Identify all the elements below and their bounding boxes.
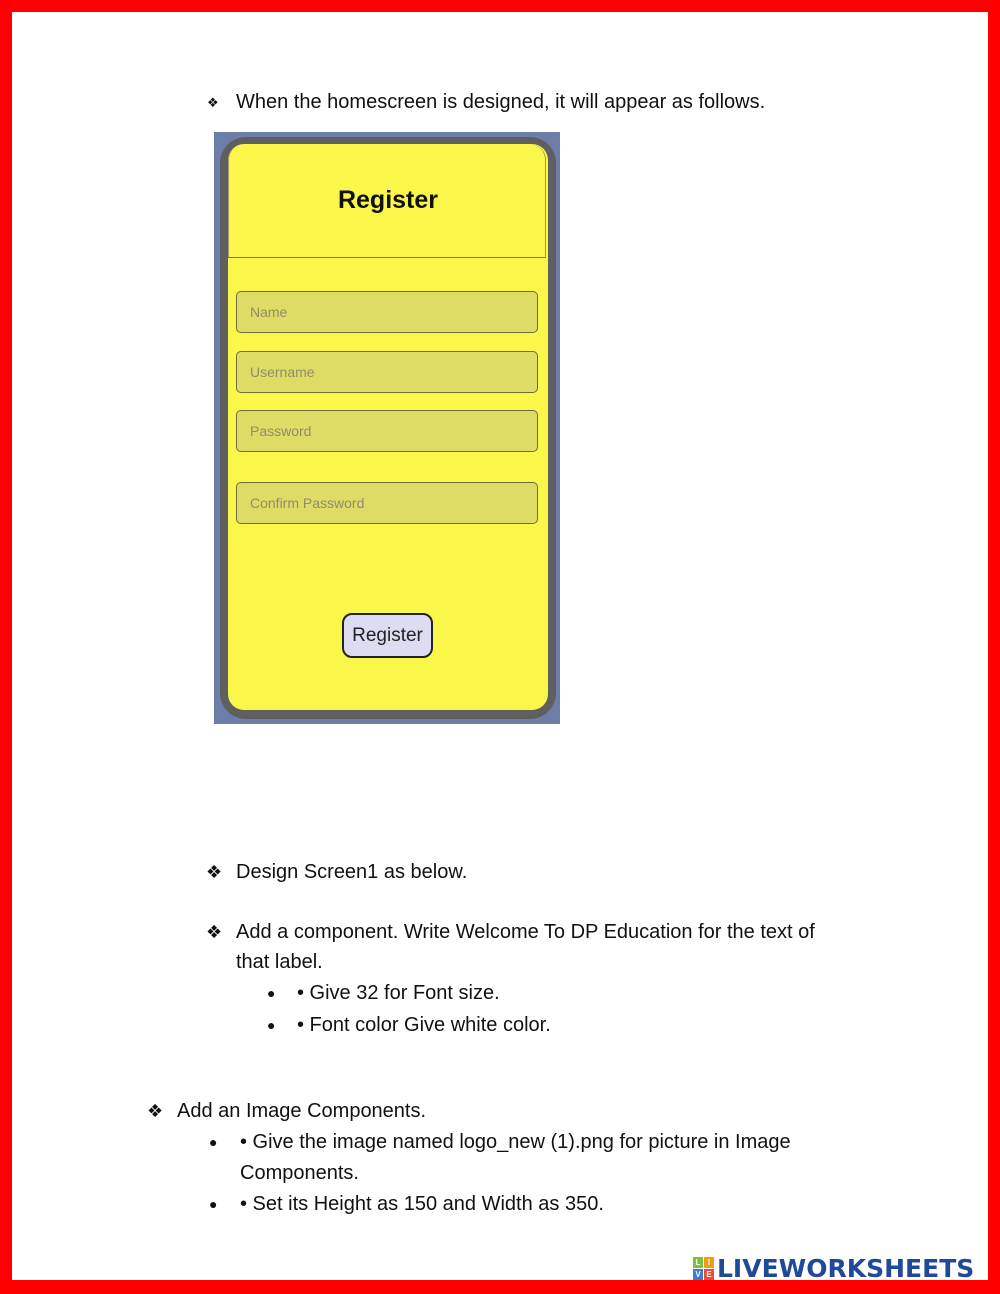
- design-screen-text: Design Screen1 as below.: [236, 861, 468, 883]
- phone-screen: [228, 144, 548, 710]
- image-picture-text-cont: Components.: [240, 1162, 359, 1184]
- image-picture-text: • Give the image named logo_new (1).png for picture in Image: [240, 1131, 791, 1153]
- add-component-text: Add a component. Write Welcome To DP Education for the text of: [236, 921, 815, 943]
- bullet-diamond: ❖: [147, 1101, 164, 1121]
- bullet-dot: ●: [267, 1017, 276, 1033]
- confirm-password-field[interactable]: Confirm Password: [236, 482, 538, 524]
- logo-cube-e: E: [704, 1269, 714, 1280]
- intro-text: When the homescreen is designed, it will appear as follows.: [236, 91, 766, 113]
- liveworksheets-logo: [693, 1254, 974, 1284]
- image-size-text: • Set its Height as 150 and Width as 350.: [240, 1193, 604, 1215]
- bullet-diamond: ❖: [207, 95, 219, 110]
- font-color-text: • Font color Give white color.: [297, 1014, 551, 1036]
- logo-cube-v: V: [693, 1269, 703, 1280]
- bullet-diamond: ❖: [206, 862, 223, 882]
- register-button[interactable]: Register: [342, 613, 433, 658]
- logo-cube-l: L: [693, 1257, 703, 1268]
- password-field[interactable]: Password: [236, 410, 538, 452]
- phone-title: Register: [337, 186, 439, 214]
- username-field[interactable]: Username: [236, 351, 538, 393]
- logo-cube-i: I: [704, 1257, 714, 1268]
- bullet-dot: ●: [209, 1134, 218, 1150]
- logo-cubes-icon: [693, 1257, 715, 1281]
- add-component-text-cont: that label.: [236, 951, 323, 973]
- add-image-text: Add an Image Components.: [177, 1100, 427, 1122]
- name-field[interactable]: Name: [236, 291, 538, 333]
- bullet-diamond: ❖: [206, 922, 223, 942]
- bullet-dot: ●: [209, 1196, 218, 1212]
- logo-text: LIVEWORKSHEETS: [717, 1254, 975, 1283]
- font-size-text: • Give 32 for Font size.: [297, 982, 500, 1004]
- bullet-dot: ●: [267, 985, 276, 1001]
